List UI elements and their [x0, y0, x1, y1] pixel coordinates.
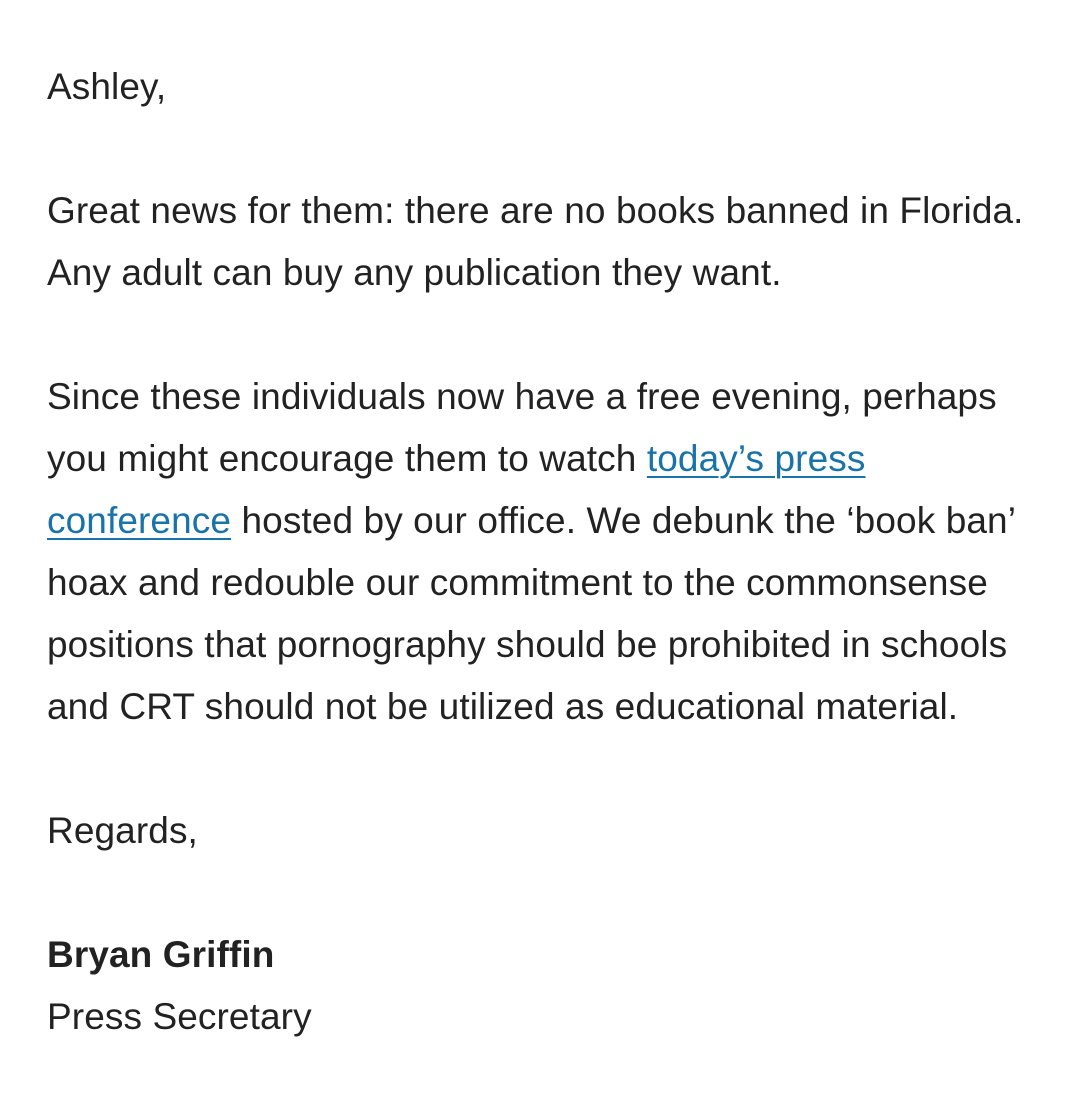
paragraph-spacer: [47, 118, 1047, 180]
paragraph-spacer: [47, 862, 1047, 924]
paragraph-1: Great news for them: there are no books banned in Florida. Any adult can buy any publication they want.: [47, 190, 1024, 293]
signature-name: Bryan Griffin: [47, 934, 275, 975]
greeting: Ashley,: [47, 66, 167, 107]
email-body: [47, 56, 1047, 1048]
paragraph-spacer: [47, 304, 1047, 366]
paragraph-2-text-before-link: Since these individuals now have a free evening, perhaps you might encourage them to watch: [47, 376, 997, 479]
paragraph-2-text-after-link: hosted by our office. We debunk the ‘book ban’ hoax and redouble our commitment to the commonsense positions that pornography should be prohibited in schools and CRT should not be utilized as educational material.: [47, 500, 1015, 727]
press-conference-link[interactable]: today’s press conference: [47, 438, 866, 541]
paragraph-spacer: [47, 738, 1047, 800]
closing: Regards,: [47, 810, 198, 851]
paragraph-2: [47, 366, 1047, 738]
signature-title: Press Secretary: [47, 996, 312, 1037]
